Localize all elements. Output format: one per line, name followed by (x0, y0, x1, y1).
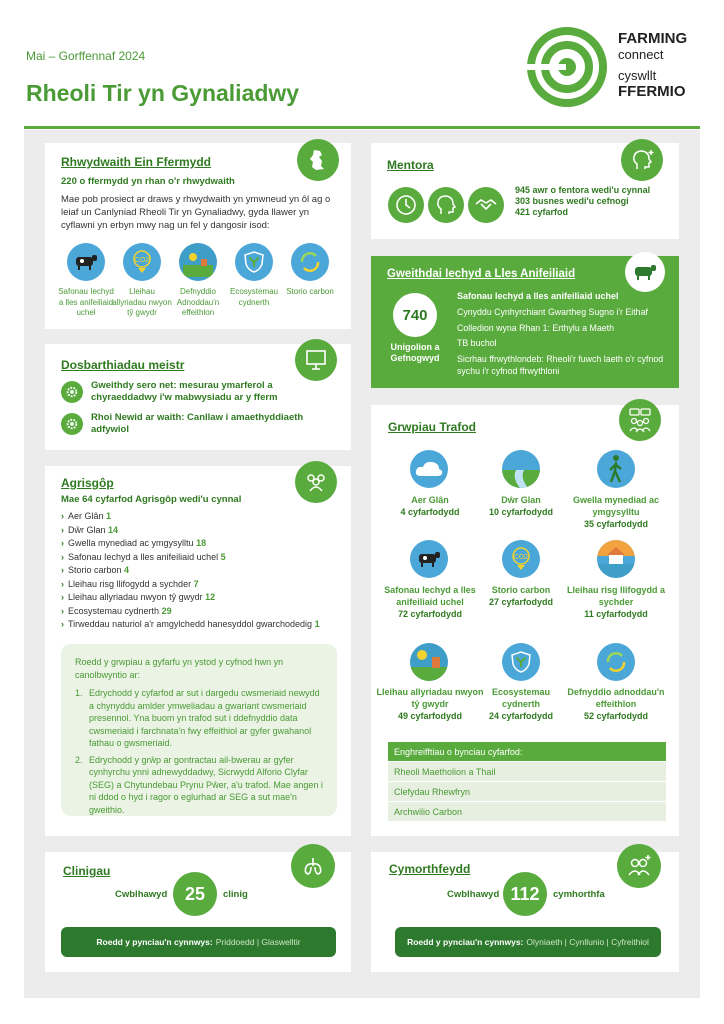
group-label: Aer Glân 4 cyfarfodydd (400, 495, 460, 517)
clinics-card (45, 852, 351, 972)
animal-count: 740 (393, 293, 437, 337)
panel-item: 1. Edrychodd y cyfarfod ar sut i dargedu cwsmeriaid newydd a chynyddu amlder ymweliadau a gwariant cwsmeriaid presennol. Yna buom yn trafod sut i ddefnyddio data cwsmeriaid i farchnata'n fwy effeithiol ar gyfer gwahanol fathau o gwsmeriaid. (75, 688, 320, 748)
mentoring-heading: Mentora (387, 158, 434, 172)
list-item: TB buchol (457, 338, 497, 348)
header-rule (24, 126, 700, 129)
gear-icon (61, 413, 83, 435)
group-label: Gwella mynediad ac ymgysylltu 35 cyfarfodydd (572, 495, 660, 529)
support-post: cymhorthfa (553, 889, 605, 900)
clinics-count: 25 (173, 872, 217, 916)
icon-label-carbon: Storio carbon (286, 287, 334, 296)
list-item: › Dŵr Glan 14 (61, 524, 119, 535)
group-label: Lleihau risg llifogydd a sychder 11 cyfarfodydd (566, 585, 665, 619)
lungs-icon (291, 844, 335, 888)
network-card (45, 143, 351, 329)
people-plus-icon (617, 844, 661, 888)
gear-icon (61, 381, 83, 403)
network-sub: 220 o ffermydd yn rhan o'r rhwydwaith (61, 176, 235, 187)
masterclass-heading: Dosbarthiadau meistr (61, 358, 185, 372)
support-card (371, 852, 679, 972)
animal-sub: Safonau Iechyd a lles anifeiliaid uchel (457, 291, 619, 301)
animal-list (457, 306, 671, 377)
resources-icon (179, 243, 217, 281)
report-date: Mai – Gorffennaf 2024 (26, 49, 146, 63)
agrisgop-list (61, 510, 345, 632)
masterclass-item-1: Gweithdy sero net: mesurau ymarferol a chyraeddadwy i'w mabwysiadu ar y fferm (91, 380, 278, 403)
handshake-icon (468, 187, 504, 223)
wales-map-icon (297, 139, 339, 181)
group-label: Dŵr Glan 10 cyfarfodydd (488, 495, 554, 517)
river-icon (502, 450, 540, 488)
svg-text:CO2: CO2 (134, 257, 150, 264)
masterclass-card (45, 344, 351, 450)
cow-icon (625, 252, 665, 292)
list-item: Sicrhau ffrwythlondeb: Rheoli'r fuwch laeth o'r cyfnod sychu i'r cyfnod ffrwythloni (457, 353, 664, 376)
presentation-icon (295, 339, 337, 381)
network-heading: Rhwydwaith Ein Ffermydd (61, 155, 212, 169)
svg-text:CO2: CO2 (513, 554, 529, 561)
icon-label-health: Safonau Iechyd a lles anifeiliaid uchel (58, 287, 114, 317)
emissions-icon (410, 643, 448, 681)
walker-icon (597, 450, 635, 488)
head-plus-icon (621, 139, 663, 181)
cycle-icon (597, 643, 635, 681)
list-item: › Tirweddau naturiol a'r amgylchedd hanesyddol gwarchodedig 1 (61, 619, 320, 629)
examples-header: Enghreifftiau o bynciau cyfarfod: (388, 742, 666, 762)
list-item: › Lleihau allyriadau nwyon tŷ gwydr 12 (61, 592, 216, 602)
shield-plant-icon (502, 643, 540, 681)
list-item: › Aer Glân 1 (61, 511, 112, 521)
example-row: Rheoli Maetholion a Thail (388, 762, 666, 782)
masterclass-item-2: Rhoi Newid ar waith: Canllaw i amaethyddiaeth adfywiol (91, 412, 304, 435)
list-item: › Lleihau risg llifogydd a sychder 7 (61, 578, 199, 589)
icon-label-resources: Defnyddio Adnoddau'n effeithlon (176, 287, 220, 317)
icon-label-ecosystems: Ecosystemau cydnerth (229, 287, 279, 307)
support-count: 112 (503, 872, 547, 916)
shield-plant-icon (235, 243, 273, 281)
agrisgop-card (45, 466, 351, 836)
logo-line3: cyswllt (618, 68, 657, 83)
cycle-icon (291, 243, 329, 281)
discussion-heading: Grwpiau Trafod (388, 420, 477, 434)
support-pre: Cwblhawyd (447, 889, 500, 900)
list-item: › Gwella mynediad ac ymgysylltu 18 (61, 538, 207, 548)
clinics-heading: Clinigau (63, 864, 111, 878)
animal-count-label: Unigolion a Gefnogwyd (390, 342, 440, 363)
logo-line4: FFERMIO (618, 83, 686, 100)
chat-group-icon (619, 399, 661, 441)
head-icon (428, 187, 464, 223)
group-label: Safonau Iechyd a lles anifeiliaid uchel 72 cyfarfodydd (384, 585, 476, 619)
mentoring-line-2: 303 busnes wedi'u cefnogi (515, 196, 629, 206)
list-item: › Safonau Iechyd a lles anifeiliaid uchel 5 (61, 551, 226, 562)
example-row: Archwilio Carbon (388, 802, 666, 822)
animal-heading: Gweithdai Iechyd a Lles Anifeiliaid (387, 268, 576, 280)
list-item: Colledion wyna Rhan 1: Erthylu a Maeth (457, 322, 614, 333)
clinics-post: clinig (223, 889, 248, 900)
people-group-icon (295, 461, 337, 503)
group-label: Defnyddio adnoddau'n effeithlon 52 cyfarfodydd (567, 687, 665, 721)
co2-icon (123, 243, 161, 281)
group-label: Ecosystemau cydnerth 24 cyfarfodydd (488, 687, 554, 721)
support-heading: Cymorthfeydd (389, 862, 471, 876)
clinics-topics-bar: Roedd y pynciau'n cynnwys: Priddoedd | Glaswelltir (61, 927, 336, 957)
agrisgop-heading: Agrisgôp (61, 476, 114, 490)
mentoring-card (371, 143, 679, 239)
network-body: Mae pob prosiect ar draws y rhwydwaith yn ymwneud yn ôl ag o leiaf un Canlyniad Rheoli Tir yn Gynaliadwy, gyda llawer yn cyflawni yn erbyn mwy nag un fel y dangosir isod: (61, 194, 331, 231)
agrisgop-panel (61, 644, 337, 816)
panel-item: 2. Edrychodd y grŵp ar gontractau ail-bwerau ar gyfer cynhyrchu ynni adnewyddadwy, Sicrwydd Alforio Clyfar (SEG) a Chytundebau Prynu Pŵer, a'u trafod. Mae angen i ni ddod o hyd i ragor o eglurhad ar SEG a sut mae'n gweithio. (75, 754, 323, 815)
logo-line1: FARMING (618, 30, 688, 47)
cow-icon (410, 540, 448, 578)
co2-icon (502, 540, 540, 578)
flood-icon (597, 540, 635, 578)
logo-line2: connect (618, 47, 664, 62)
mentoring-line-3: 421 cyfarfod (515, 207, 569, 217)
cow-icon (67, 243, 105, 281)
list-item: Cynyddu Cynhyrchiant Gwartheg Sugno i'r Eithaf (457, 307, 648, 317)
panel-intro: Roedd y grwpiau a gyfarfu yn ystod y cyfnod hwn yn canolbwyntio ar: (75, 657, 284, 680)
clock-icon (388, 187, 424, 223)
agrisgop-sub: Mae 64 cyfarfod Agrisgôp wedi'u cynnal (61, 494, 242, 505)
example-row: Clefydau Rhewfryn (388, 782, 666, 802)
farming-connect-logo (526, 26, 706, 108)
support-topics-bar: Roedd y pynciau'n cynnwys: Olyniaeth | Cynllunio | Cyfreithiol (395, 927, 661, 957)
group-label: Lleihau allyriadau nwyon tŷ gwydr 49 cyfarfodydd (376, 687, 484, 721)
list-item: › Ecosystemau cydnerth 29 (61, 605, 172, 616)
page-title: Rheoli Tir yn Gynaliadwy (26, 80, 300, 106)
cloud-icon (410, 450, 448, 488)
list-item: › Storio carbon 4 (61, 565, 130, 575)
logo-circle-icon (526, 26, 608, 108)
group-label: Storio carbon 27 cyfarfodydd (488, 585, 554, 607)
animal-health-card (371, 256, 679, 388)
mentoring-line-1: 945 awr o fentora wedi'u cynnal (515, 185, 651, 195)
icon-label-emissions: Lleihau allyriadau nwyon tŷ gwydr (112, 287, 172, 317)
clinics-pre: Cwblhawyd (115, 889, 168, 900)
